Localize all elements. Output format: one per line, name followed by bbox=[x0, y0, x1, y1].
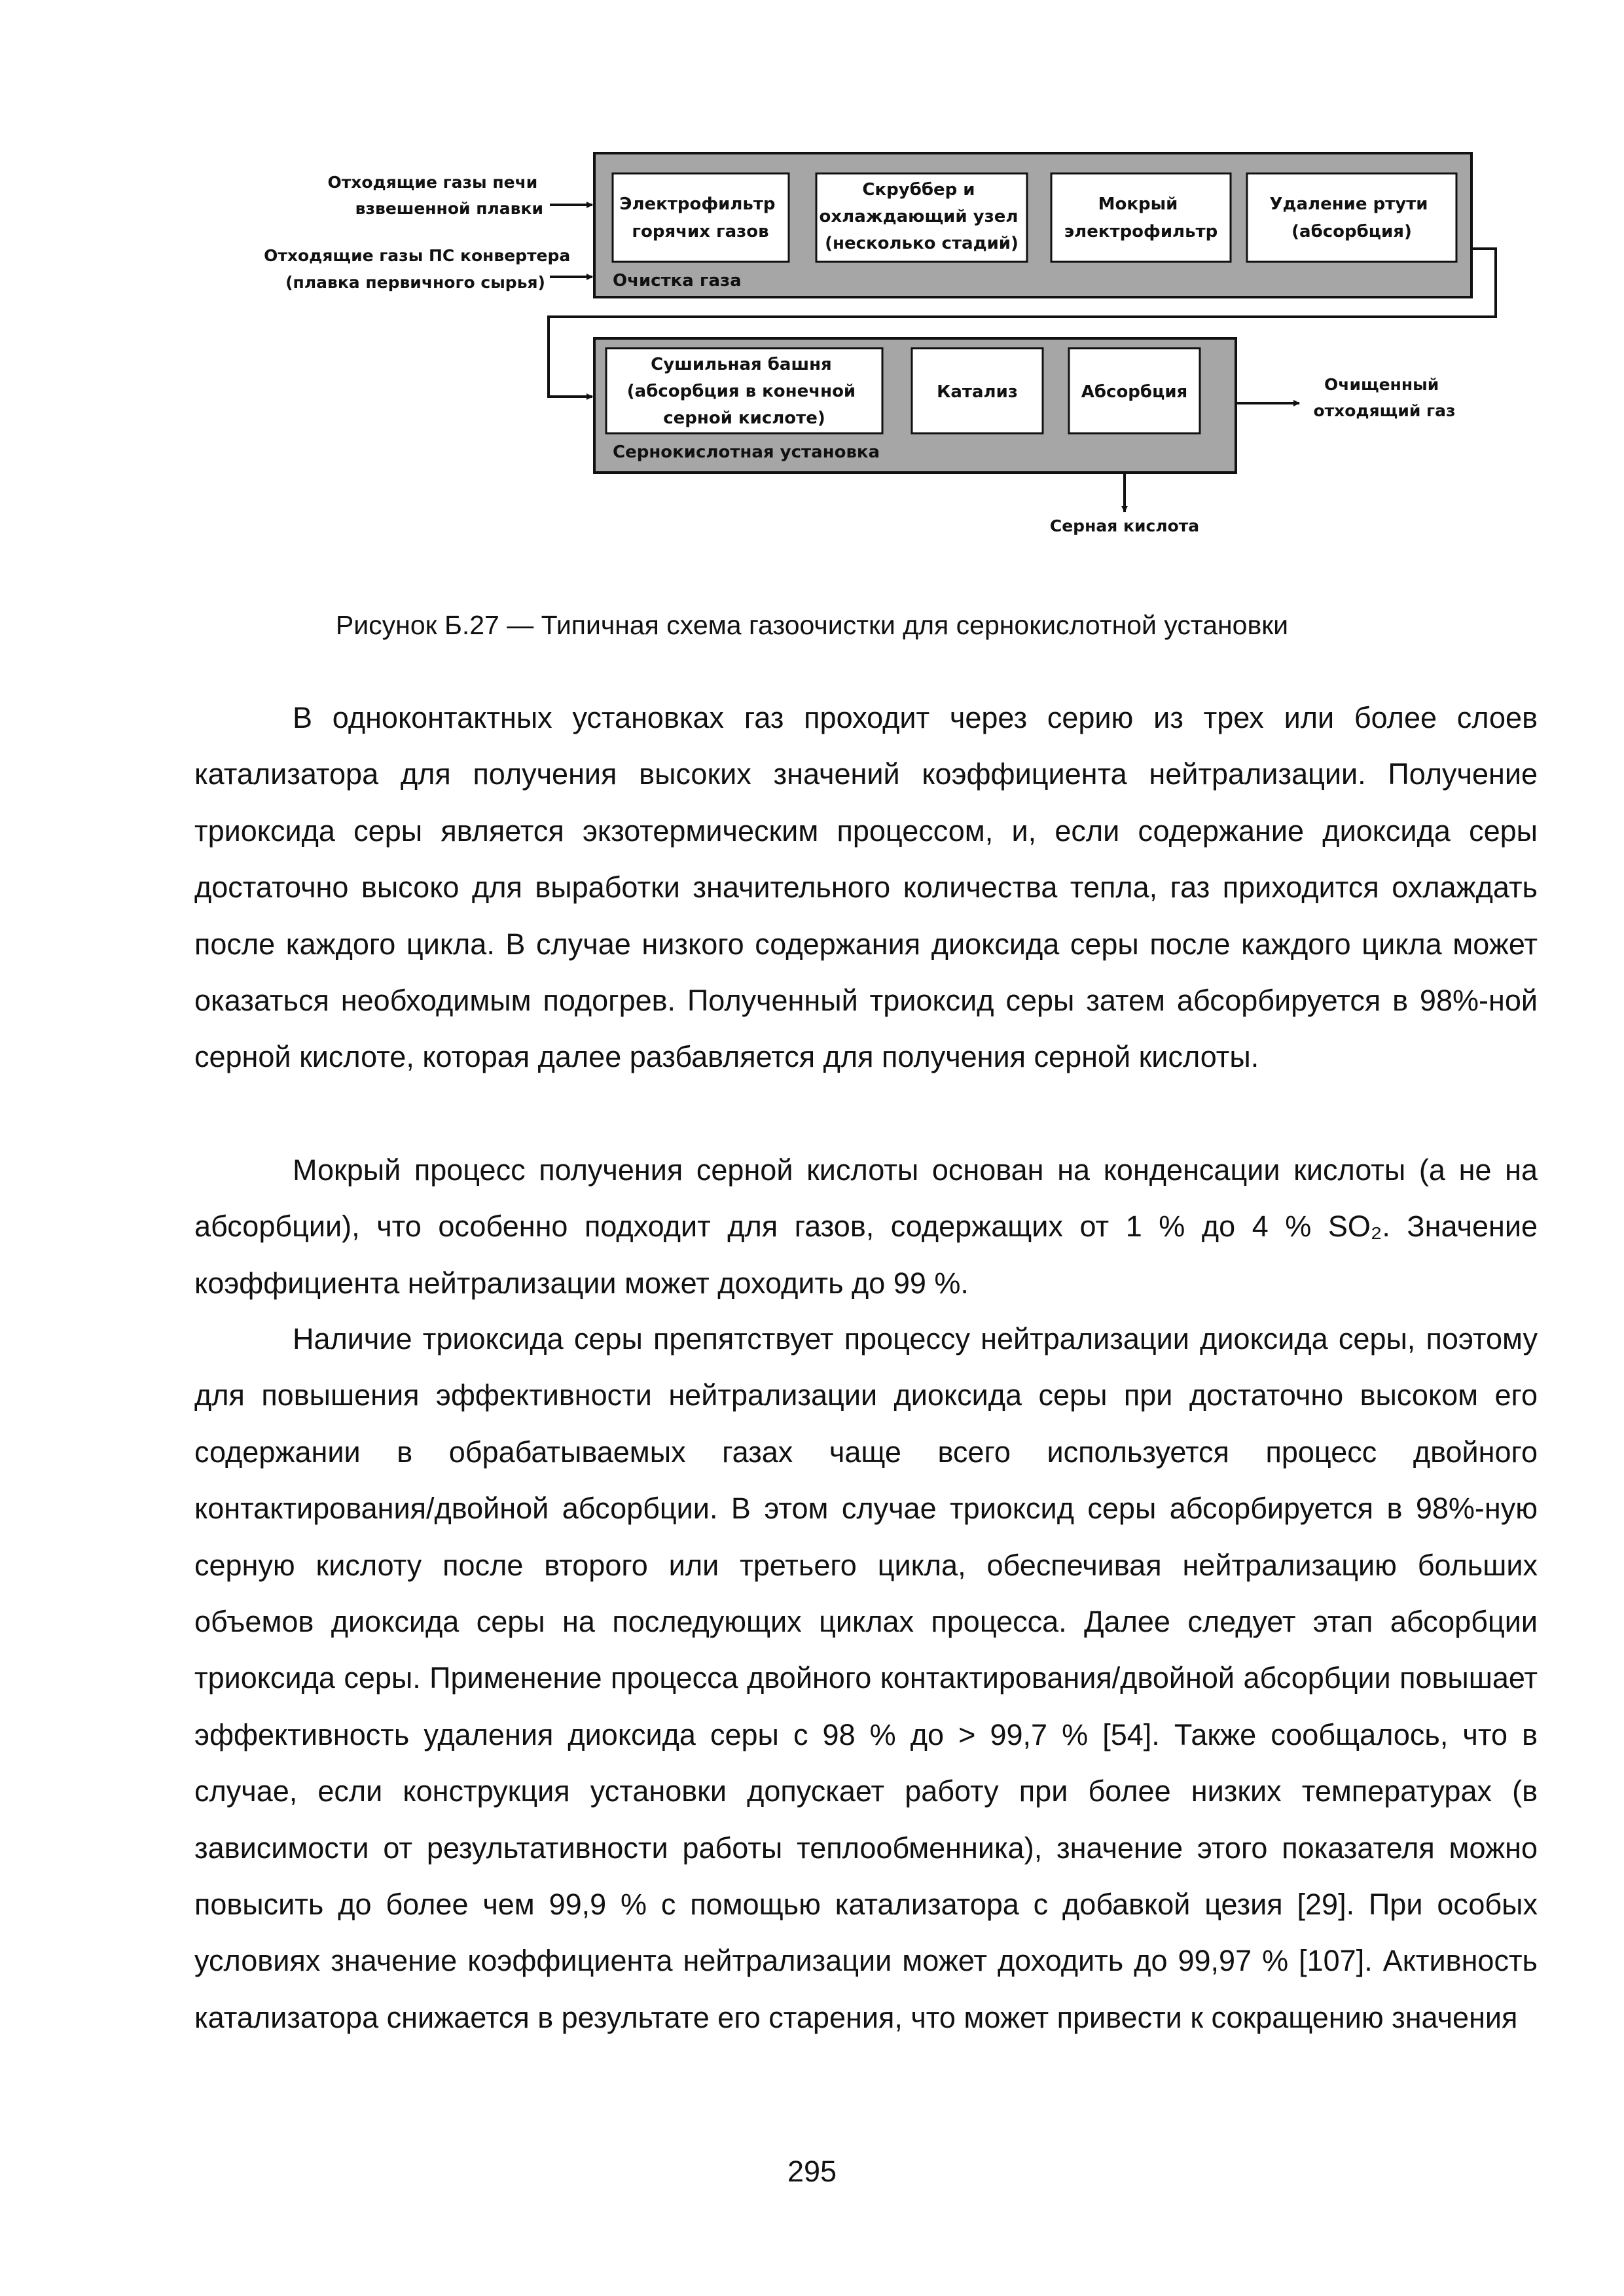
input-label-furnace-gas: Отходящие газы печи взвешенной плавки bbox=[327, 173, 543, 218]
gas-cleaning-step-electrofilter bbox=[613, 173, 789, 262]
paragraph-2 bbox=[194, 1142, 1538, 1312]
paragraph-1 bbox=[194, 690, 1538, 1086]
svg-text:Абсорбция: Абсорбция bbox=[1081, 382, 1188, 402]
figure-caption: Рисунок Б.27 — Типичная схема газоочистки для сернокислотной установки bbox=[335, 610, 1289, 640]
svg-text:Скруббер и охлаждающий у: Скруббер и охлаждающий узел (несколько стадий) bbox=[819, 180, 1019, 253]
acid-plant-step-drying-tower bbox=[606, 348, 882, 433]
page-number: 295 bbox=[787, 2155, 837, 2188]
paragraph-3-text: Наличие триоксида серы препятствует процессу нейтрализации диоксида серы, поэтому для повышения эффективности нейтрализации диоксида серы при достаточно высоком его содержании в обрабатываемых газах чаще всего используется процесс двойного контактирования/двойной абсорбции. В этом случае триоксид серы абсорбируется в 98%-ную серную кислоту после второго или третьего цикла, обеспечивая нейтрализацию больших объемов диоксида серы на последующих циклах процесса. Далее следует этап абсорбции триоксида серы. Применение процесса двойного контактирования/двойной абсорбции повышает эффективность удаления диоксида серы с 98 % до > 99,7 % [54]. Также сообщалось, что в случае, если конструкция установки допускает работу при более низких температурах (в зависимости от результативности работы теплообменника), значение этого показателя можно повысить до более чем 99,9 % с помощью катализатора с добавкой цезия [29]. При особых условиях значение коэффициента нейтрализации может доходить до 99,97 % [107]. Активность катализатора снижается в результате его старения, что может привести к сокращению значения bbox=[194, 1322, 1538, 2034]
gas-cleaning-title: Очистка газа bbox=[613, 271, 742, 291]
paragraph-1-text: В одноконтактных установках газ проходит через серию из трех или более слоев катализатора для получения высоких значений коэффициента нейтрализации. Получение триоксида серы является экзотермическим процессом, и, если содержание диоксида серы достаточно высоко для выработки значительного количества тепла, газ приходится охлаждать после каждого цикла. В случае низкого содержания диоксида серы после каждого цикла может оказаться необходимым подогрев. Полученный триоксид серы затем абсорбируется в 98%-ной серной кислоте, которая далее разбавляется для получения серной кислоты. bbox=[194, 701, 1538, 1074]
gas-cleaning-flow-diagram bbox=[0, 0, 1624, 563]
paragraph-2-text: Мокрый процесс получения серной кислоты основан на конденсации кислоты (а не на абсорбции), что особенно подходит для газов, содержащих от 1 % до 4 % SO₂. Значение коэффициента нейтрализации может доходить до 99 %. bbox=[194, 1153, 1538, 1300]
output-label-acid: Серная кислота bbox=[1049, 516, 1200, 535]
output-label-clean-gas: Очищенный отходящий газ bbox=[1313, 375, 1456, 420]
input-label-converter-gas: Отходящие газы ПС конвертера (плавка первичного сырья) bbox=[264, 246, 571, 292]
acid-plant-title: Сернокислотная установка bbox=[613, 442, 880, 462]
svg-text:Удаление ртути (абсорбци: Удаление ртути (абсорбция) bbox=[1269, 194, 1428, 242]
svg-text:Сушильная башня (абсорбц: Сушильная башня (абсорбция в конечной серной кислоте) bbox=[626, 355, 856, 428]
svg-text:Катализ: Катализ bbox=[937, 382, 1018, 402]
acid-plant-step-absorption bbox=[1069, 348, 1200, 433]
acid-plant-step-catalysis bbox=[912, 348, 1043, 433]
svg-text:Мокрый электрофильтр: Мокрый электрофильтр bbox=[1064, 194, 1218, 242]
gas-cleaning-step-scrubber bbox=[816, 173, 1027, 262]
paragraph-3 bbox=[194, 1311, 1538, 2046]
gas-cleaning-step-wet-electrofilter bbox=[1051, 173, 1231, 262]
gas-cleaning-step-mercury-removal bbox=[1247, 173, 1456, 262]
svg-text:Электрофильтр горячих га: Электрофильтр горячих газов bbox=[619, 194, 776, 242]
